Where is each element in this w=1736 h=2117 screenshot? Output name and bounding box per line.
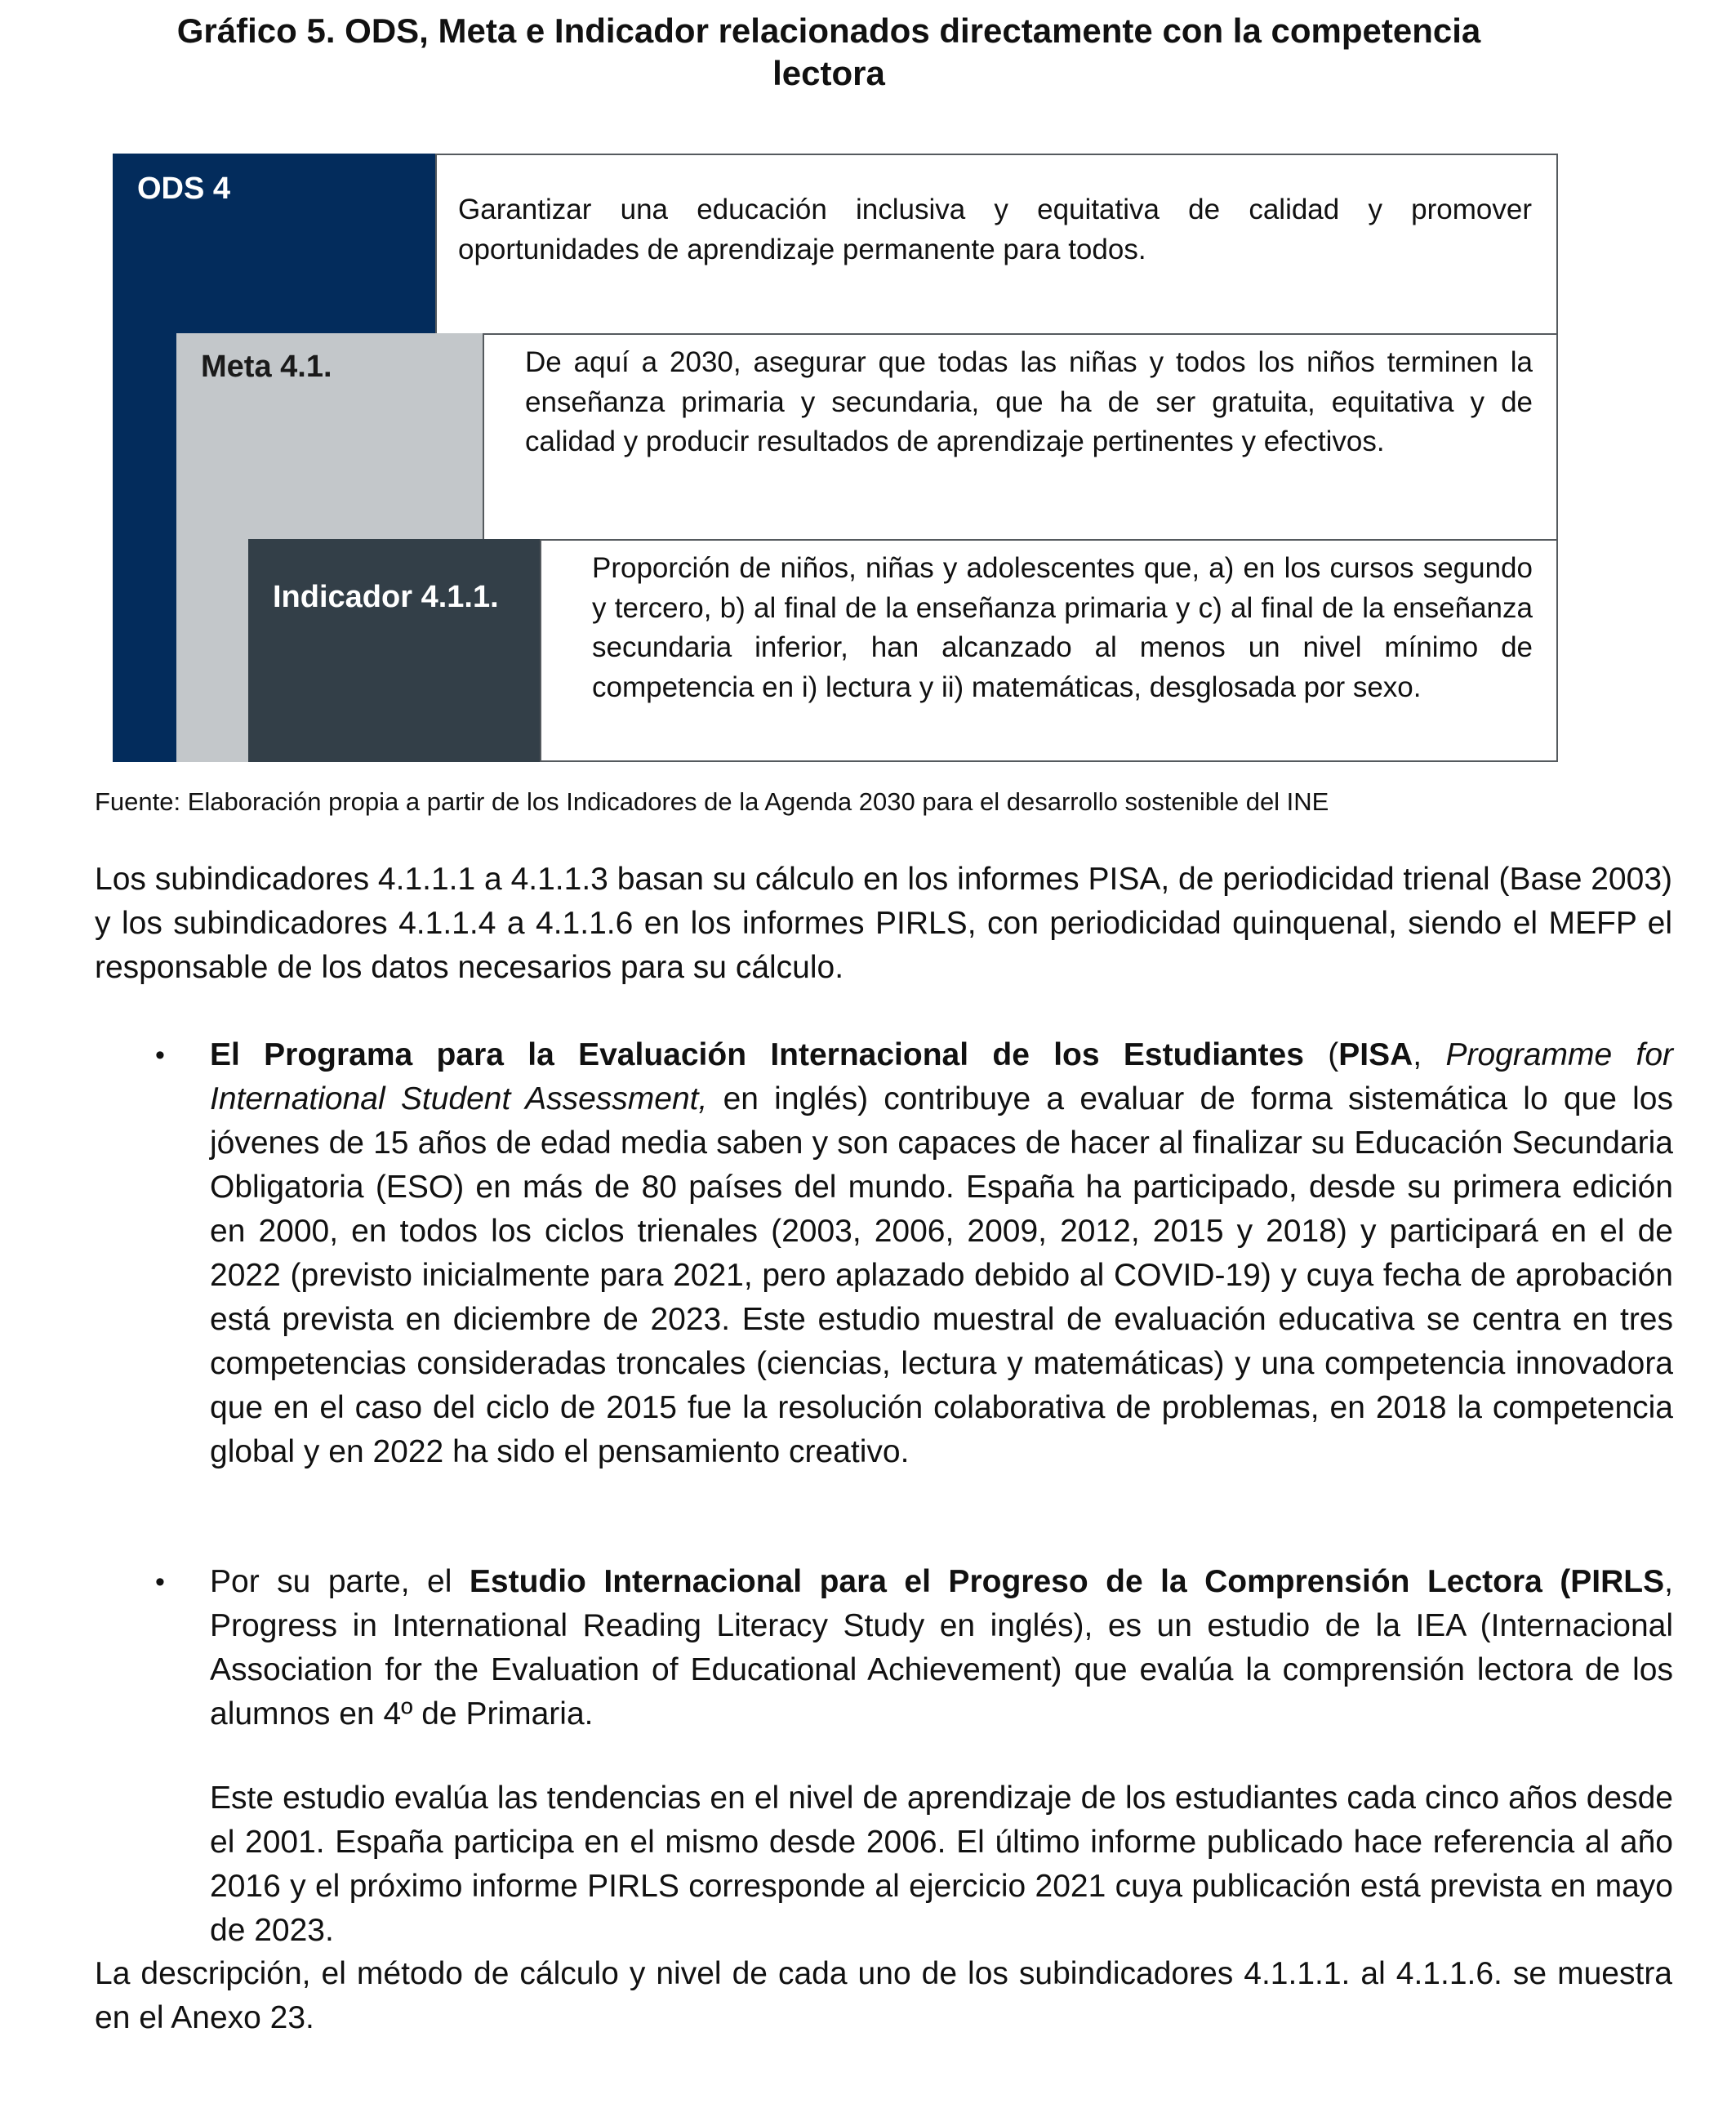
pirls-name: Estudio Internacional para el Progreso de la Comprensión Lectora (PIRLS <box>469 1564 1665 1599</box>
pirls-continuation: Este estudio evalúa las tendencias en el nivel de aprendizaje de los estudiantes cada cinco años desde el 2001. España participa en el mismo desde 2006. El último informe publicado hace referencia al año 2016 y el próximo informe PIRLS corresponde al ejercicio 2021 cuya publicación está prevista en mayo de 2023. <box>210 1781 1673 1948</box>
indicator-block <box>248 539 540 762</box>
pisa-paren: ( <box>1303 1037 1339 1072</box>
pisa-lead: El Programa para la Evaluación Internacional de los Estudiantes <box>210 1037 1304 1072</box>
bullet-pirls <box>210 1560 1673 1736</box>
pisa-acronym: PISA <box>1338 1037 1413 1072</box>
bullet-icon: • <box>155 1040 165 1071</box>
bullet-icon: • <box>155 1567 165 1598</box>
pirls-lead: Por su parte, el <box>210 1564 470 1599</box>
pisa-body: en inglés) contribuye a evaluar de forma sistemática lo que los jóvenes de 15 años de edad media saben y son capaces de hacer al finalizar su Educación Secundaria Obligatoria (ESO) en más de 80 países del mundo. España ha participado, desde su primera edición en 2000, en todos los ciclos trienales (2003, 2006, 2009, 2012, 2015 y 2018) y participará en el de 2022 (previsto inicialmente para 2021, pero aplazado debido al COVID-19) y cuya fecha de aprobación está prevista en diciembre de 2023. Este estudio muestral de evaluación educativa se centra en tres competencias consideradas troncales (ciencias, lectura y matemáticas) y una competencia innovadora que en el caso del ciclo de 2015 fue la resolución colaborativa de problemas, en 2018 la competencia global y en 2022 ha sido el pensamiento creativo. <box>210 1081 1674 1469</box>
pisa-comma: , <box>1413 1037 1446 1072</box>
ods-description: Garantizar una educación inclusiva y equitativa de calidad y promover oportunidades de aprendizaje permanente para todos. <box>458 194 1532 265</box>
bullet-pisa <box>210 1033 1673 1474</box>
indicator-description: Proporción de niños, niñas y adolescentes que, a) en los cursos segundo y tercero, b) al final de la enseñanza primaria y c) al final de la enseñanza secundaria inferior, han alcanzado al menos un nivel mínimo de competencia en i) lectura y ii) matemáticas, desglosada por sexo. <box>592 552 1533 703</box>
pisa-english-name: Programme for International Student Assessment, <box>210 1037 1673 1116</box>
figure-source: Fuente: Elaboración propia a partir de los Indicadores de la Agenda 2030 para el desarrollo sostenible del INE <box>95 787 1329 816</box>
figure-title: Gráfico 5. ODS, Meta e Indicador relacionados directamente con la competencia lectora <box>176 11 1481 92</box>
intro-paragraph: Los subindicadores 4.1.1.1 a 4.1.1.3 basan su cálculo en los informes PISA, de periodicidad trienal (Base 2003) y los subindicadores 4.1.1.4 a 4.1.1.6 en los informes PIRLS, con periodicidad quinquenal, siendo el MEFP el responsable de los datos necesarios para su cálculo. <box>95 862 1672 985</box>
meta-description: De aquí a 2030, asegurar que todas las niñas y todos los niños terminen la enseñanza primaria y secundaria, que ha de ser gratuita, equitativa y de calidad y producir resultados de aprendizaje pertinentes y efectivos. <box>525 346 1533 457</box>
pirls-body: , Progress in International Reading Literacy Study en inglés), es un estudio de la IEA (Internacional Association for the Evaluation of Educational Achievement) que evalúa la comprensión lectora de los alumnos en 4º de Primaria. <box>210 1564 1673 1731</box>
closing-paragraph: La descripción, el método de cálculo y nivel de cada uno de los subindicadores 4.1.1.1. al 4.1.1.6. se muestra en el Anexo 23. <box>95 1956 1672 2035</box>
ods-meta-indicator-diagram <box>113 154 1558 762</box>
meta-label: Meta 4.1. <box>201 350 332 384</box>
indicator-label: Indicador 4.1.1. <box>273 580 499 614</box>
ods-label: ODS 4 <box>137 172 231 206</box>
